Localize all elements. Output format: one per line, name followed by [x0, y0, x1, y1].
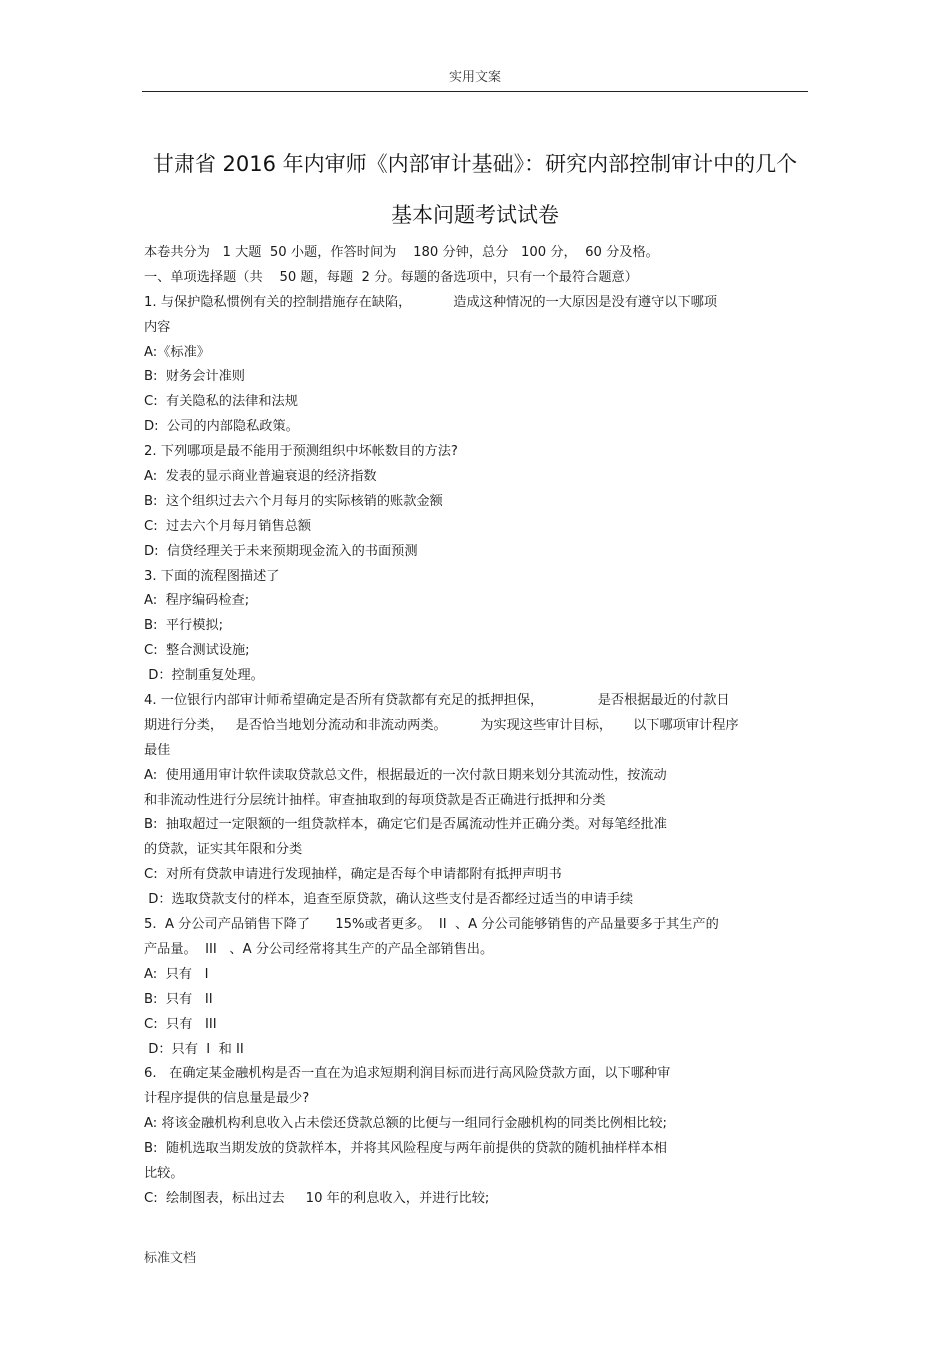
body-line: A: 程序编码检查;	[144, 593, 250, 609]
body-line: 一、单项选择题（共 50 题，每题 2 分。每题的备选项中，只有一个最符合题意）	[144, 269, 638, 285]
body-line: B: 抽取超过一定限额的一组贷款样本，确定它们是否属流动性并正确分类。对每笔经批准	[144, 817, 667, 833]
body-line: D: 信贷经理关于未来预期现金流入的书面预测	[144, 543, 418, 559]
body-line: 内容	[144, 319, 171, 335]
body-line: 5. A 分公司产品销售下降了 15%或者更多。 II 、A 分公司能够销售的产品量要多于其生产的	[144, 917, 719, 933]
body-line: C: 只有 III	[144, 1016, 217, 1032]
body-line: A: 使用通用审计软件读取贷款总文件，根据最近的一次付款日期来划分其流动性，按流动	[144, 767, 667, 783]
body-line: 最佳	[144, 742, 171, 758]
body-line: 2. 下列哪项是最不能用于预测组织中坏帐数目的方法?	[144, 444, 458, 460]
body-line: B: 只有 II	[144, 991, 213, 1007]
body-line: 1. 与保护隐私惯例有关的控制措施存在缺陷， 造成这种情况的一大原因是没有遵守以下哪项	[144, 294, 718, 310]
body-line: 6. 在确定某金融机构是否一直在为追求短期利润目标而进行高风险贷款方面，以下哪种审	[144, 1066, 671, 1082]
body-line: A: 只有 I	[144, 966, 209, 982]
body-line: C: 绘制图表，标出过去 10 年的利息收入，并进行比较;	[144, 1190, 490, 1206]
exam-body	[144, 241, 808, 1212]
body-line: C: 对所有贷款申请进行发现抽样，确定是否每个申请都附有抵押声明书	[144, 867, 562, 883]
body-line: B: 这个组织过去六个月每月的实际核销的账款金额	[144, 493, 443, 509]
body-line: C: 过去六个月每月销售总额	[144, 518, 312, 534]
body-line: C: 有关隐私的法律和法规	[144, 394, 298, 410]
body-line: 产品量。 III 、A 分公司经常将其生产的产品全部销售出。	[144, 941, 494, 957]
body-line: B: 财务会计准则	[144, 369, 245, 385]
body-line: 4. 一位银行内部审计师希望确定是否所有贷款都有充足的抵押担保， 是否根据最近的付款日	[144, 693, 730, 709]
body-line: A: 发表的显示商业普遍衰退的经济指数	[144, 469, 377, 485]
body-line: B: 平行模拟;	[144, 618, 224, 634]
body-line: D: 公司的内部隐私政策。	[144, 419, 299, 435]
body-line: 本卷共分为 1 大题 50 小题，作答时间为 180 分钟，总分 100 分， 60 分及格。	[144, 245, 659, 260]
page-footer: 标准文档	[144, 1251, 197, 1266]
document-title-line-2: 基本问题考试试卷	[391, 203, 559, 227]
page-header: 实用文案	[448, 70, 501, 85]
header-divider	[142, 91, 808, 92]
body-line: 计程序提供的信息量是最少?	[144, 1091, 310, 1107]
document-title-line-1: 甘肃省 2016 年内审师《内部审计基础》：研究内部控制审计中的几个	[152, 152, 798, 176]
body-line: 比较。	[144, 1165, 184, 1181]
body-line: 和非流动性进行分层统计抽样。审查抽取到的每项贷款是否正确进行抵押和分类	[144, 792, 606, 808]
body-line: A:《标准》	[144, 344, 210, 360]
body-line: 期进行分类， 是否恰当地划分流动和非流动两类。 为实现这些审计目标， 以下哪项审计程序	[144, 717, 739, 733]
body-line: B: 随机选取当期发放的贷款样本，并将其风险程度与两年前提供的贷款的随机抽样样本相	[144, 1141, 667, 1157]
body-line: 3. 下面的流程图描述了	[144, 568, 280, 584]
body-line: D：选取贷款支付的样本，追查至原贷款，确认这些支付是否都经过适当的申请手续	[144, 892, 634, 908]
body-line: C: 整合测试设施;	[144, 643, 250, 659]
body-line: D：只有 I 和 II	[144, 1041, 244, 1057]
body-line: D：控制重复处理。	[144, 668, 264, 684]
body-line: 的贷款，证实其年限和分类	[144, 842, 303, 858]
body-line: A: 将该金融机构利息收入占未偿还贷款总额的比便与一组同行金融机构的同类比例相比较;	[144, 1116, 667, 1132]
